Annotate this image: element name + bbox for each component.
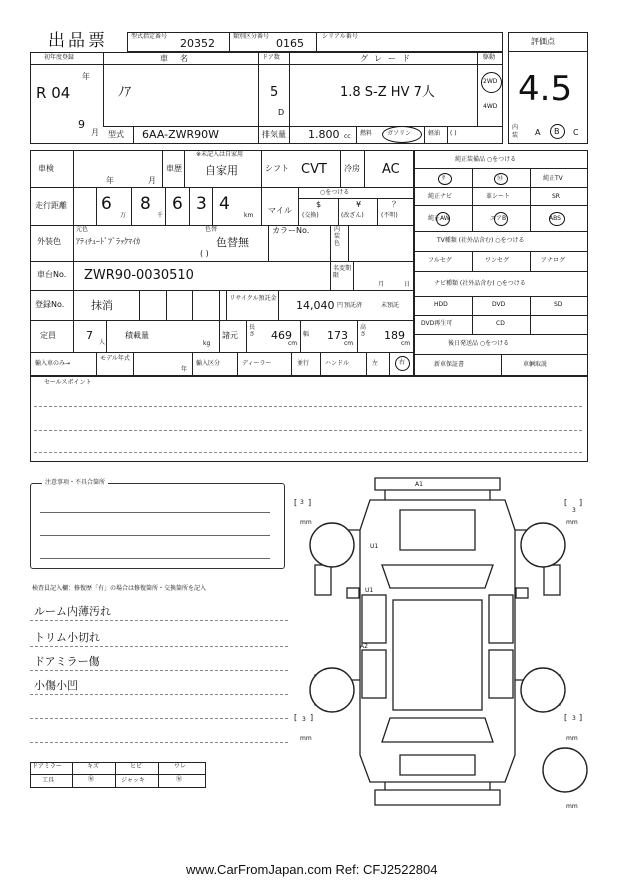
tread-rr: 3 bbox=[572, 715, 576, 722]
model-year-label: モデル年式 bbox=[100, 355, 130, 362]
inspector-label: 検査員記入欄：修復歴「有」の場合は修復箇所・交換箇所を記入 bbox=[32, 585, 207, 592]
recycle-label: リサイクル預託金 bbox=[229, 295, 277, 302]
dealer-option: ディーラー bbox=[242, 360, 272, 367]
tread-fr-unit: mm bbox=[566, 519, 578, 526]
mirror-l bbox=[347, 588, 359, 598]
model-value: 6AA-ZWR90W bbox=[142, 128, 220, 141]
handle-label: ハンドル bbox=[325, 360, 350, 367]
usage-value: 自家用 bbox=[205, 164, 238, 177]
door-fl bbox=[362, 595, 386, 643]
length-value: 469 bbox=[271, 329, 292, 342]
navi-cd: CD bbox=[496, 320, 505, 327]
damage-a1: A1 bbox=[415, 481, 423, 488]
tread-fr: 3 bbox=[572, 507, 576, 514]
score-value: 4.5 bbox=[518, 69, 573, 109]
shift-label: シフト bbox=[265, 164, 289, 173]
windshield bbox=[382, 565, 493, 588]
ac-label: 冷房 bbox=[344, 164, 360, 173]
model-year-suffix: 年 bbox=[181, 366, 188, 373]
docs-header: 後日発送品 ○をつける bbox=[448, 340, 510, 347]
tread-fl-unit: mm bbox=[300, 519, 312, 526]
registration-label: 登録No. bbox=[35, 300, 65, 309]
equipment-header: 純正装備品 ○をつける bbox=[455, 156, 517, 163]
name-change-day: 日 bbox=[404, 281, 411, 288]
car-name-value: ﾉｱ bbox=[118, 85, 131, 100]
repaint-paren: ( ) bbox=[200, 249, 209, 258]
unit-sen: 千 bbox=[157, 212, 164, 219]
navi-hdd: HDD bbox=[434, 301, 448, 308]
displacement-unit: cc bbox=[344, 133, 351, 140]
damage-a2: A2 bbox=[360, 643, 368, 650]
rear-bumper bbox=[375, 790, 500, 805]
interior-label-1: 内 bbox=[512, 124, 519, 131]
tread-rl-unit: mm bbox=[300, 735, 312, 742]
front-bumper bbox=[375, 478, 500, 490]
handle-right: 右 bbox=[399, 359, 406, 366]
height-label: 高さ bbox=[360, 324, 367, 338]
interior-label-2: 装 bbox=[512, 132, 519, 139]
interior-a: A bbox=[535, 128, 541, 137]
tv-full: フルセグ bbox=[428, 257, 452, 264]
interior-c: C bbox=[573, 128, 579, 137]
drive-label: 駆動 bbox=[483, 54, 496, 61]
handle-left: 左 bbox=[372, 360, 379, 367]
model-label: 型式 bbox=[108, 130, 124, 139]
swap-paren: (交換) bbox=[302, 212, 319, 219]
legend-h3: ヒビ bbox=[130, 763, 143, 770]
navi-sd: SD bbox=[554, 301, 563, 308]
width-value: 173 bbox=[327, 329, 348, 342]
wheel-fr bbox=[521, 523, 565, 567]
tv-one: ワンセグ bbox=[485, 257, 510, 264]
score-label: 評価点 bbox=[531, 37, 555, 46]
equip-r1-2: Ⓜ bbox=[497, 175, 504, 182]
wheel-rr bbox=[521, 668, 565, 712]
mile-label: マイル bbox=[268, 206, 292, 215]
tread-spare-unit: mm bbox=[566, 803, 578, 810]
interior-b: B bbox=[554, 127, 560, 136]
door-fr bbox=[489, 595, 513, 643]
light-oil-label: 軽油 bbox=[428, 130, 441, 137]
grade-label: グレード bbox=[360, 54, 416, 63]
year-suffix: 年 bbox=[82, 72, 90, 81]
import-label: 輸入車のみ→ bbox=[35, 360, 71, 367]
chassis-label: 車台No. bbox=[37, 270, 67, 279]
color-no-label: カラーNo. bbox=[272, 226, 310, 235]
usage-label: 車歴 bbox=[166, 164, 182, 173]
note-line-1: ルーム内薄汚れ bbox=[34, 605, 111, 618]
equip-r1-1: ｻ bbox=[442, 175, 446, 182]
rear-glass bbox=[382, 718, 493, 742]
serial-label: シリアル番号 bbox=[322, 33, 358, 40]
equip-r2-2: 革シート bbox=[486, 193, 511, 200]
note-line-2: トリム小切れ bbox=[34, 631, 100, 644]
mileage-label: 走行距離 bbox=[35, 201, 67, 210]
sales-point-box bbox=[30, 376, 588, 462]
length-unit: cm bbox=[288, 340, 298, 347]
orig-color-label: 元色 bbox=[76, 226, 89, 233]
equip-r2-1: 純正ナビ bbox=[428, 193, 453, 200]
recycle-status: 預託済 bbox=[344, 302, 363, 309]
equip-r1-3: 純正TV bbox=[543, 175, 563, 182]
mileage-d5: 4 bbox=[219, 194, 230, 214]
type-no-value: 20352 bbox=[180, 37, 215, 50]
navi-header: ナビ種類 (社外品含む) ○をつける bbox=[434, 280, 526, 287]
class-no-label: 類別区分番号 bbox=[233, 33, 270, 40]
doors-label: ドア数 bbox=[262, 54, 280, 61]
shaken-label: 車検 bbox=[38, 164, 54, 173]
legend-r1: 工具 bbox=[42, 777, 55, 784]
ac-value: AC bbox=[382, 162, 400, 177]
equip-r2-3: SR bbox=[552, 193, 560, 200]
chassis-value: ZWR90-0030510 bbox=[84, 268, 194, 283]
interior-color-label: 内装色 bbox=[334, 226, 341, 247]
repaint-label: 色替 bbox=[205, 226, 218, 233]
tread-rr-unit: mm bbox=[566, 735, 578, 742]
sales-point-label: セールスポイント bbox=[44, 379, 92, 386]
docs-manual: 車輌取説 bbox=[523, 361, 548, 368]
tv-header: TV種類 (社外品含む) ○をつける bbox=[437, 237, 525, 244]
name-change-label: 名変期限 bbox=[333, 265, 352, 280]
capacity-value: 7 bbox=[86, 329, 93, 342]
recycle-unpaid: 未預託 bbox=[381, 302, 400, 309]
doors-suffix: D bbox=[278, 108, 285, 117]
legend-r2: ㊒ bbox=[88, 776, 95, 783]
docs-warranty: 新車保証書 bbox=[434, 361, 465, 368]
mileage-d4: 3 bbox=[196, 194, 207, 214]
unknown-paren: (不明) bbox=[381, 212, 398, 219]
orig-color-value: ｱﾃｨﾁｭｰﾄﾞﾌﾞﾗｯｸﾏｲｶ bbox=[76, 237, 140, 246]
grade-value: 1.8 S-Z HV 7人 bbox=[340, 85, 435, 100]
capacity-unit: 人 bbox=[99, 339, 106, 346]
unit-man: 万 bbox=[120, 212, 127, 219]
navi-dvd: DVD bbox=[492, 301, 506, 308]
import-type-label: 輸入区分 bbox=[196, 360, 221, 367]
first-reg-label: 初年度登録 bbox=[44, 54, 75, 61]
displacement-value: 1.800 bbox=[308, 128, 340, 141]
damage-u1-top: U1 bbox=[370, 543, 379, 550]
registration-value: 抹消 bbox=[91, 299, 113, 312]
class-no-value: 0165 bbox=[276, 37, 304, 50]
damage-u1-mid: U1 bbox=[365, 587, 374, 594]
mirror-r bbox=[516, 588, 528, 598]
wheel-fl bbox=[310, 523, 354, 567]
name-change-month: 月 bbox=[378, 281, 385, 288]
height-unit: cm bbox=[401, 340, 411, 347]
equip-r3-1: 純正AW bbox=[428, 215, 450, 222]
light-oil-paren: ( ) bbox=[450, 130, 457, 137]
load-unit: kg bbox=[203, 340, 211, 347]
notes-box bbox=[30, 483, 285, 569]
length-label: 長さ bbox=[249, 324, 256, 338]
load-label: 積載量 bbox=[125, 331, 149, 340]
shaken-month: 月 bbox=[148, 176, 156, 185]
repaint-value: 色替無 bbox=[216, 236, 249, 249]
dims-label: 諸元 bbox=[222, 331, 238, 340]
drive-4wd: 4WD bbox=[483, 103, 498, 110]
fuel-label: 燃料 bbox=[360, 130, 373, 137]
recycle-unit: 円 bbox=[337, 302, 344, 309]
doors-value: 5 bbox=[270, 85, 279, 100]
unknown-label: ？ bbox=[392, 200, 400, 209]
tamper-paren: (改ざん) bbox=[341, 212, 364, 219]
width-unit: cm bbox=[344, 340, 354, 347]
recycle-value: 14,040 bbox=[296, 299, 335, 312]
notes-label: 注意事項・不具合箇所 bbox=[42, 480, 108, 486]
navi-dvd-play: DVD再生可 bbox=[421, 320, 453, 327]
door-rr bbox=[489, 650, 513, 698]
form-title: 出品票 bbox=[48, 31, 108, 51]
shift-value: CVT bbox=[301, 162, 327, 177]
shaken-year: 年 bbox=[106, 176, 114, 185]
swap-label: $ bbox=[316, 200, 322, 209]
color-label: 外装色 bbox=[37, 237, 61, 246]
tread-rl: 3 bbox=[302, 716, 306, 723]
car-damage-diagram bbox=[290, 470, 590, 815]
legend-h4: ワレ bbox=[174, 763, 187, 770]
wheel-rl bbox=[310, 668, 354, 712]
tread-fl: 3 bbox=[300, 499, 304, 506]
unit-km: km bbox=[244, 212, 254, 219]
usage-note: ※未記入は自家用 bbox=[196, 151, 244, 158]
capacity-label: 定員 bbox=[40, 331, 56, 340]
car-name-label: 車名 bbox=[160, 54, 200, 63]
legend-r4: ㊒ bbox=[176, 776, 183, 783]
wheel-spare bbox=[543, 748, 587, 792]
drive-2wd: 2WD bbox=[483, 78, 498, 85]
tamper-label: ¥ bbox=[356, 200, 362, 209]
tread-fl-bracket: [ bbox=[294, 498, 298, 507]
legend-h1: ドアミラー bbox=[32, 763, 62, 770]
footer-reference: www.CarFromJapan.com Ref: CFJ2522804 bbox=[186, 862, 438, 877]
mileage-d3: 6 bbox=[172, 194, 183, 214]
type-no-label: 型式指定番号 bbox=[131, 33, 168, 40]
first-reg-month: 9 bbox=[78, 118, 85, 131]
tv-analog: アナログ bbox=[541, 257, 566, 264]
legend-h2: キズ bbox=[87, 763, 99, 770]
mark-note: ○をつける bbox=[320, 189, 350, 196]
height-value: 189 bbox=[384, 329, 405, 342]
displacement-label: 排気量 bbox=[262, 130, 286, 139]
mileage-d1: 6 bbox=[101, 194, 112, 214]
first-reg-year: R 04 bbox=[36, 84, 71, 102]
equip-r3-3: ABS bbox=[549, 215, 561, 222]
roof bbox=[393, 600, 482, 710]
note-line-3: ドアミラー傷 bbox=[34, 655, 100, 668]
door-rl bbox=[362, 650, 386, 698]
parallel-option: 並行 bbox=[297, 360, 310, 367]
equip-r3-2: エアB bbox=[490, 215, 507, 222]
fuel-value: ガソリン bbox=[387, 130, 412, 137]
month-suffix: 月 bbox=[91, 128, 99, 137]
legend-r3: ジャッキ bbox=[121, 777, 145, 784]
width-label: 幅 bbox=[303, 331, 310, 338]
note-line-4: 小傷小凹 bbox=[34, 679, 78, 692]
mileage-d2: 8 bbox=[140, 194, 151, 214]
